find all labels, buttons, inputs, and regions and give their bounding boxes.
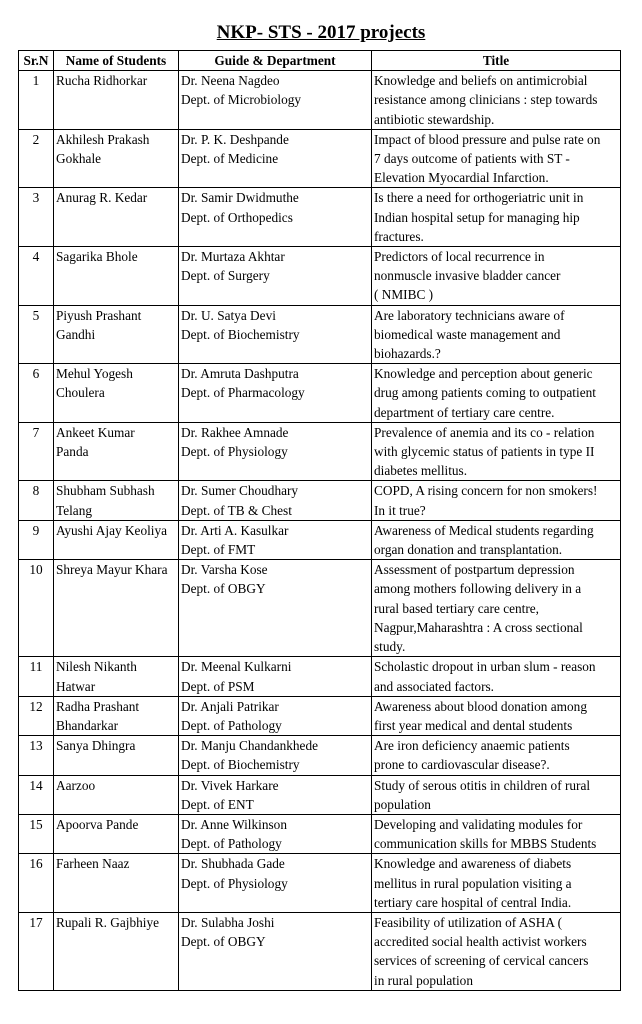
cell-student-name [54,560,179,657]
project-title-line: Awareness about blood donation among [374,698,587,714]
cell-student-name [54,247,179,306]
cell-sr: 16 [19,854,54,913]
header-sr: Sr.N [19,51,54,71]
cell-student-name [54,696,179,735]
guide-name: Dr. Samir Dwidmuthe [181,190,299,206]
project-title-line: 7 days outcome of patients with ST - [374,151,570,167]
cell-student-name [54,481,179,520]
project-title-line: resistance among clinicians : step towards [374,92,598,108]
cell-sr: 12 [19,696,54,735]
project-title-line: services of screening of cervical cancers [374,953,589,969]
project-title-line: Is there a need for orthogeriatric unit in [374,190,584,206]
student-name-line: Gokhale [56,151,102,167]
project-title-line: COPD, A rising concern for non smokers! [374,483,598,499]
cell-project-title [372,305,621,364]
student-name-line: Rucha Ridhorkar [56,73,148,89]
student-name-line: Panda [56,444,89,460]
student-name-line: Gandhi [56,326,96,342]
cell-guide-department [179,854,372,913]
guide-name: Dr. Anne Wilkinson [181,816,287,832]
student-name-line: Mehul Yogesh [56,366,133,382]
cell-sr: 10 [19,560,54,657]
project-title-line: drug among patients coming to outpatient [374,385,596,401]
student-name-line: Aarzoo [56,777,96,793]
department-name: Dept. of Biochemistry [181,326,300,342]
cell-guide-department [179,814,372,853]
project-title-line: Study of serous otitis in children of rural [374,777,591,793]
project-title-line: Predictors of local recurrence in [374,249,545,265]
guide-name: Dr. U. Satya Devi [181,307,276,323]
department-name: Dept. of Surgery [181,268,270,284]
project-title-line: Are laboratory technicians aware of [374,307,565,323]
cell-student-name [54,364,179,423]
guide-name: Dr. Meenal Kulkarni [181,659,292,675]
guide-name: Dr. Murtaza Akhtar [181,249,285,265]
project-title-line: biohazards.? [374,346,441,362]
table-row [19,736,621,775]
department-name: Dept. of Pathology [181,717,282,733]
project-title-line: and associated factors. [374,678,494,694]
cell-guide-department [179,560,372,657]
project-title-line: in rural population [374,972,473,988]
project-title-line: Nagpur,Maharashtra : A cross sectional [374,619,583,635]
cell-guide-department [179,775,372,814]
cell-sr: 15 [19,814,54,853]
cell-student-name [54,129,179,188]
project-title-line: Knowledge and beliefs on antimicrobial [374,73,588,89]
project-title-line: Impact of blood pressure and pulse rate on [374,131,601,147]
student-name-line: Ankeet Kumar [56,424,135,440]
guide-name: Dr. Manju Chandankhede [181,738,319,754]
project-title-line: with glycemic status of patients in type II [374,444,595,460]
department-name: Dept. of Medicine [181,151,279,167]
table-row [19,775,621,814]
department-name: Dept. of OBGY [181,581,266,597]
table-row [19,71,621,130]
department-name: Dept. of Pharmacology [181,385,305,401]
cell-project-title [372,71,621,130]
project-title-line: Knowledge and awareness of diabets [374,856,572,872]
cell-sr: 8 [19,481,54,520]
table-header-row [19,51,621,71]
department-name: Dept. of PSM [181,678,255,694]
cell-student-name [54,657,179,696]
header-name: Name of Students [54,51,179,71]
cell-project-title [372,422,621,481]
student-name-line: Sagarika Bhole [56,249,138,265]
cell-project-title [372,129,621,188]
guide-name: Dr. Neena Nagdeo [181,73,280,89]
cell-sr: 9 [19,520,54,559]
project-title-line: Indian hospital setup for managing hip [374,209,580,225]
project-title-line: population [374,796,431,812]
project-title-line: antibiotic stewardship. [374,111,495,127]
department-name: Dept. of Microbiology [181,92,302,108]
cell-guide-department [179,657,372,696]
cell-project-title [372,736,621,775]
project-title-line: ( NMIBC ) [374,287,434,303]
guide-name: Dr. Vivek Harkare [181,777,279,793]
student-name-line: Shubham Subhash [56,483,155,499]
project-title-line: Knowledge and perception about generic [374,366,593,382]
table-row [19,560,621,657]
cell-sr: 14 [19,775,54,814]
cell-sr: 1 [19,71,54,130]
project-title-line: In it true? [374,502,426,518]
cell-sr: 11 [19,657,54,696]
student-name-line: Choulera [56,385,105,401]
student-name-line: Farheen Naaz [56,856,130,872]
cell-guide-department [179,364,372,423]
student-name-line: Sanya Dhingra [56,738,136,754]
cell-sr: 13 [19,736,54,775]
cell-project-title [372,247,621,306]
guide-name: Dr. Varsha Kose [181,562,268,578]
projects-table [18,50,621,991]
cell-guide-department [179,129,372,188]
table-row [19,814,621,853]
student-name-line: Nilesh Nikanth [56,659,137,675]
project-title-line: among mothers following delivery in a [374,581,582,597]
table-row [19,422,621,481]
guide-name: Dr. Shubhada Gade [181,856,285,872]
guide-name: Dr. Sulabha Joshi [181,914,275,930]
department-name: Dept. of ENT [181,796,254,812]
project-title-line: tertiary care hospital of central India. [374,894,572,910]
project-title-line: Awareness of Medical students regarding [374,522,594,538]
department-name: Dept. of Pathology [181,836,282,852]
table-row [19,520,621,559]
cell-student-name [54,305,179,364]
table-row [19,854,621,913]
cell-project-title [372,481,621,520]
cell-project-title [372,696,621,735]
cell-guide-department [179,736,372,775]
table-row [19,247,621,306]
cell-project-title [372,520,621,559]
cell-guide-department [179,71,372,130]
project-title-line: Assessment of postpartum depression [374,562,575,578]
student-name-line: Shreya Mayur Khara [56,562,168,578]
project-title-line: study. [374,639,406,655]
table-row [19,364,621,423]
cell-project-title [372,364,621,423]
table-row [19,657,621,696]
cell-project-title [372,814,621,853]
student-name-line: Anurag R. Kedar [56,190,148,206]
cell-student-name [54,854,179,913]
project-title-line: Prevalence of anemia and its co - relation [374,424,595,440]
project-title-line: fractures. [374,228,424,244]
cell-project-title [372,560,621,657]
student-name-line: Akhilesh Prakash [56,131,150,147]
project-title-line: prone to cardiovascular disease?. [374,757,550,773]
table-row [19,188,621,247]
table-body [19,71,621,991]
student-name-line: Hatwar [56,678,96,694]
student-name-line: Piyush Prashant [56,307,142,323]
guide-name: Dr. Sumer Choudhary [181,483,299,499]
cell-guide-department [179,422,372,481]
project-title-line: biomedical waste management and [374,326,561,342]
project-title-line: first year medical and dental students [374,717,573,733]
cell-sr: 17 [19,912,54,990]
cell-sr: 3 [19,188,54,247]
guide-name: Dr. Anjali Patrikar [181,698,279,714]
student-name-line: Rupali R. Gajbhiye [56,914,160,930]
cell-student-name [54,422,179,481]
page-title: NKP- STS - 2017 projects [216,22,426,43]
cell-guide-department [179,520,372,559]
table-row [19,696,621,735]
student-name-line: Ayushi Ajay Keoliya [56,522,168,538]
cell-student-name [54,188,179,247]
department-name: Dept. of TB & Chest [181,502,292,518]
student-name-line: Telang [56,502,92,518]
cell-project-title [372,657,621,696]
project-title-line: nonmuscle invasive bladder cancer [374,268,561,284]
project-title-line: diabetes mellitus. [374,463,468,479]
cell-student-name [54,775,179,814]
cell-sr: 2 [19,129,54,188]
cell-guide-department [179,481,372,520]
header-guide: Guide & Department [179,51,372,71]
department-name: Dept. of FMT [181,542,256,558]
project-title-line: Are iron deficiency anaemic patients [374,738,570,754]
project-title-line: department of tertiary care centre. [374,404,555,420]
project-title-line: organ donation and transplantation. [374,542,563,558]
cell-sr: 6 [19,364,54,423]
cell-project-title [372,854,621,913]
cell-student-name [54,814,179,853]
table-row [19,912,621,990]
cell-project-title [372,188,621,247]
project-title-line: communication skills for MBBS Students [374,836,597,852]
student-name-line: Apoorva Pande [56,816,139,832]
cell-guide-department [179,247,372,306]
cell-project-title [372,912,621,990]
guide-name: Dr. Amruta Dashputra [181,366,299,382]
cell-student-name [54,736,179,775]
project-title-line: Feasibility of utilization of ASHA ( [374,914,562,930]
cell-student-name [54,520,179,559]
project-title-line: accredited social health activist workers [374,934,587,950]
cell-project-title [372,775,621,814]
project-title-line: Developing and validating modules for [374,816,583,832]
guide-name: Dr. P. K. Deshpande [181,131,289,147]
project-title-line: Scholastic dropout in urban slum - reason [374,659,596,675]
cell-student-name [54,71,179,130]
guide-name: Dr. Arti A. Kasulkar [181,522,289,538]
guide-name: Dr. Rakhee Amnade [181,424,289,440]
cell-guide-department [179,696,372,735]
student-name-line: Radha Prashant [56,698,140,714]
cell-student-name [54,912,179,990]
project-title-line: rural based tertiary care centre, [374,600,539,616]
project-title-line: mellitus in rural population visiting a [374,875,572,891]
table-row [19,481,621,520]
student-name-line: Bhandarkar [56,717,119,733]
project-title-line: Elevation Myocardial Infarction. [374,170,549,186]
cell-sr: 5 [19,305,54,364]
department-name: Dept. of OBGY [181,934,266,950]
department-name: Dept. of Orthopedics [181,209,293,225]
department-name: Dept. of Biochemistry [181,757,300,773]
department-name: Dept. of Physiology [181,444,288,460]
header-title: Title [372,51,621,71]
table-row [19,305,621,364]
cell-guide-department [179,305,372,364]
cell-guide-department [179,188,372,247]
cell-sr: 4 [19,247,54,306]
cell-sr: 7 [19,422,54,481]
table-row [19,129,621,188]
department-name: Dept. of Physiology [181,875,288,891]
cell-guide-department [179,912,372,990]
